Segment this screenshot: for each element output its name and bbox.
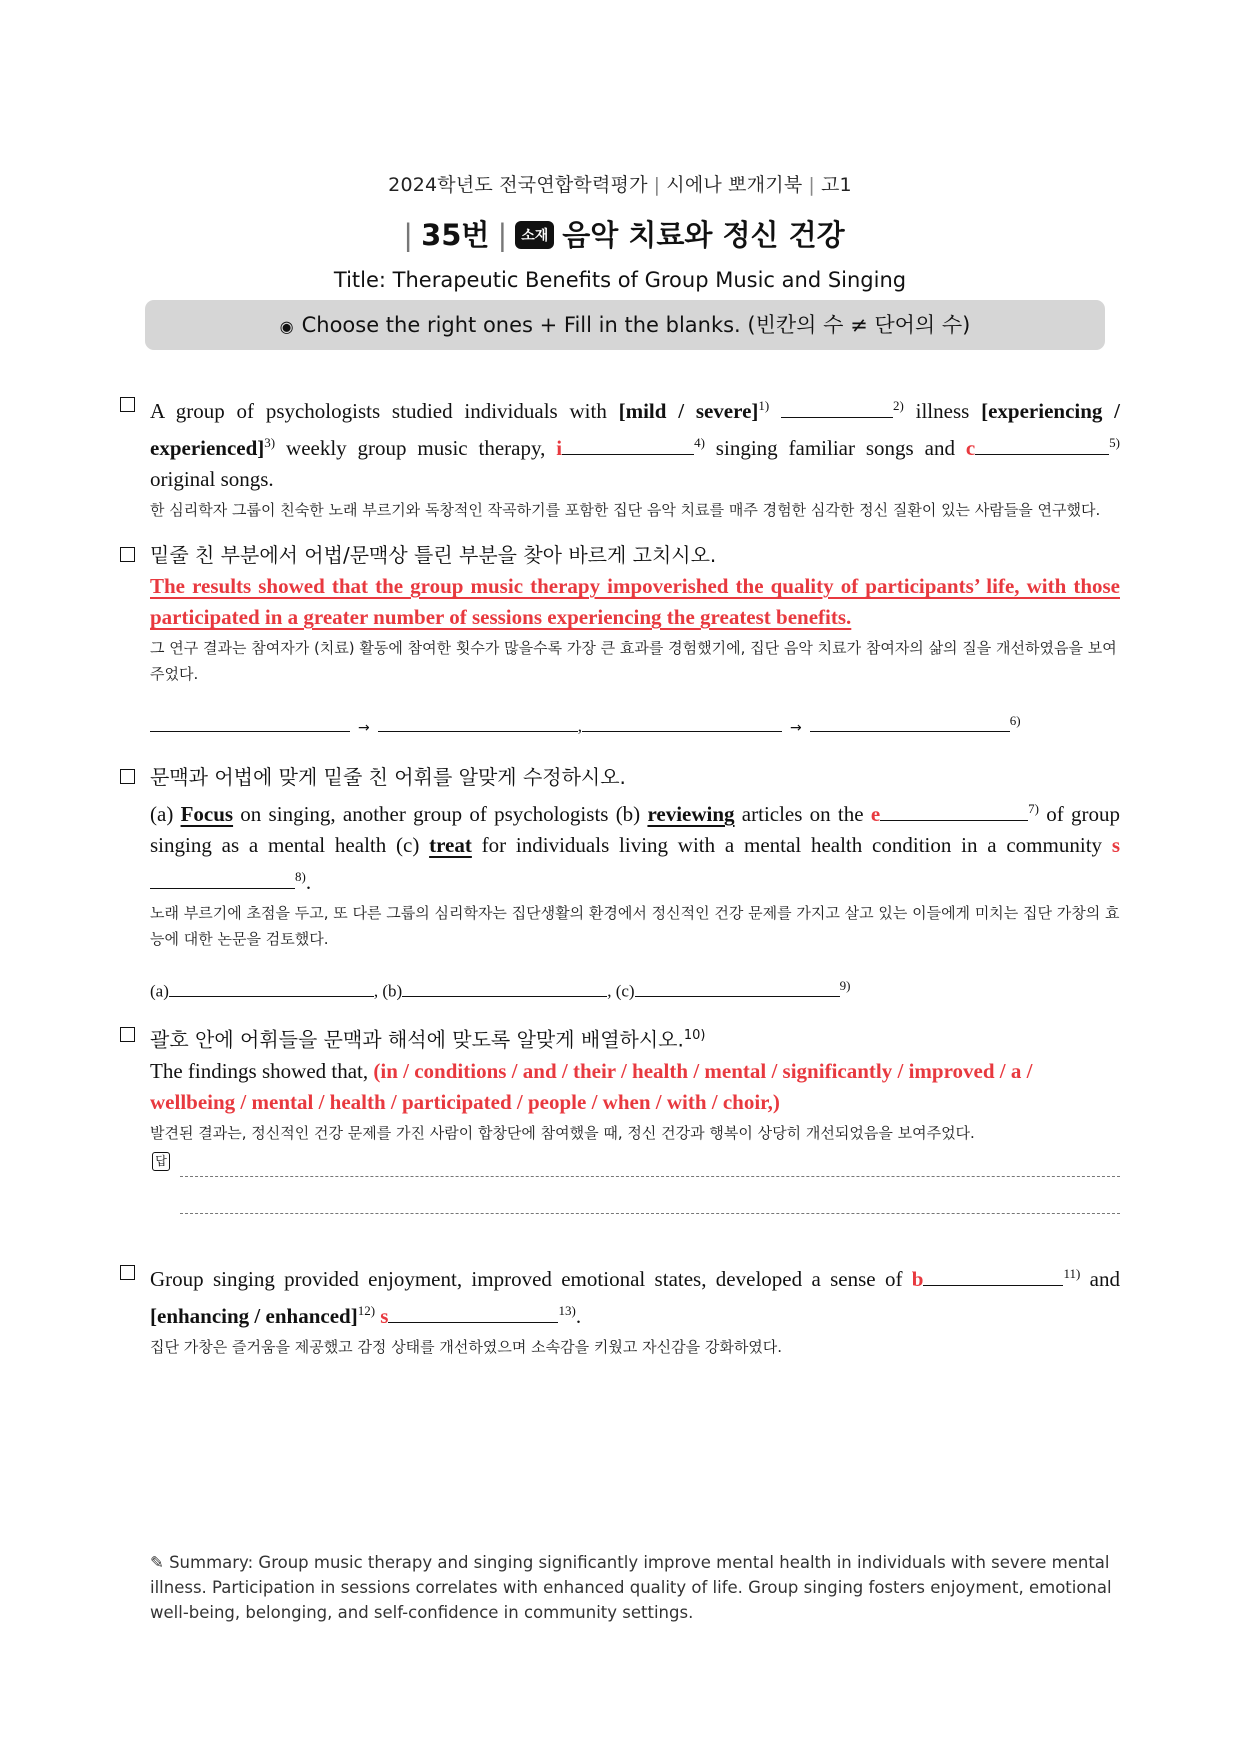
question-3 (120, 762, 1120, 1004)
checkbox-icon (120, 1265, 135, 1280)
q4-passage: The findings showed that, (in / conditions / and / their / health / mental / significantly / improved / a / wellbeing / mental / health / participated / people / when / with / choir,) (150, 1058, 1033, 1114)
q4-answer-area (120, 1152, 1120, 1232)
q2-answer-row: → , → $^{6)}$ (150, 709, 1120, 740)
question-number: 35번 (421, 218, 490, 252)
blank-5[interactable] (975, 434, 1109, 455)
q4-translation: 발견된 결과는, 정신적인 건강 문제를 가진 사람이 합창단에 참여했을 때, 정신 건강과 행복이 상당히 개선되었음을 보여주었다. (150, 1123, 975, 1142)
blank-13[interactable] (388, 1302, 558, 1323)
blank-2[interactable] (781, 397, 893, 418)
q4-prompt: 괄호 안에 어휘들을 문맥과 해석에 맞도록 알맞게 배열하시오.$^{10)}$ (150, 1027, 706, 1052)
english-title: Title: Therapeutic Benefits of Group Music and Singing (333, 268, 907, 292)
instruction-text: Choose the right ones + Fill in the blanks. (빈칸의 수 ≠ 단어의 수) (301, 313, 971, 337)
choice-12[interactable]: [enhancing / enhanced] (150, 1304, 358, 1328)
question-5 (120, 1258, 1120, 1360)
question-2 (120, 540, 1120, 740)
answer-line-2[interactable] (180, 1212, 1120, 1214)
q2-translation: 그 연구 결과는 참여자가 (치료) 활동에 참여한 횟수가 많을수록 가장 큰 효과를 경험했기에, 집단 음악 치료가 참여자의 삶의 질을 개선하였음을 보여주었다. (150, 639, 1117, 683)
correction-2[interactable] (810, 711, 1010, 732)
wrong-word-2[interactable] (582, 711, 782, 732)
answer-label: 답 (152, 1152, 170, 1171)
word-bank: (in / conditions / and / their / health / mental / significantly / improved / a / wellbeing / mental / health / participated / people / when / with / choir,) (150, 1058, 1033, 1114)
q3-passage: (a) Focus on singing, another group of psychologists (b) reviewing articles on the e $^{7)}$ of group singing as a mental health (c) treat for individuals living with a mental health condition in a community $s^{8)}$. (150, 801, 1121, 894)
answer-a[interactable] (169, 976, 374, 997)
blank-7[interactable] (880, 800, 1028, 821)
page-title: | 35번 | 소재 음악 치료와 정신 건강 (403, 218, 845, 252)
q3-translation: 노래 부르기에 초점을 두고, 또 다른 그룹의 심리학자는 집단생활의 환경에서 정신적인 건강 문제를 가지고 살고 있는 이들에게 미치는 집단 가창의 효능에 대한 논문을 검토했다. (150, 904, 1120, 948)
topic-badge: 소재 (515, 221, 554, 249)
checkbox-icon (120, 397, 135, 412)
choice-1[interactable]: [mild / severe] (618, 399, 759, 423)
pencil-icon: ✎ (150, 1553, 164, 1572)
question-1 (120, 390, 1120, 523)
korean-title: 음악 치료와 정신 건강 (562, 218, 845, 252)
blank-8[interactable] (150, 868, 295, 889)
wrong-word-1[interactable] (150, 711, 350, 732)
checkbox-icon (120, 769, 135, 784)
answer-c[interactable] (635, 976, 840, 997)
q1-passage: A group of psychologists studied individuals with [mild / severe]$^{1)}$ $^{2)}$ illness [experiencing / experienced]$^{3)}$ weekly group music therapy, i $^{4)}$ singing familiar songs and c $^{5)}$ original songs. (150, 398, 1121, 491)
page-header (0, 170, 1240, 292)
checkbox-icon (120, 1027, 135, 1042)
answer-line-1[interactable] (180, 1175, 1120, 1177)
blank-11[interactable] (923, 1265, 1063, 1286)
q1-translation: 한 심리학자 그룹이 친숙한 노래 부르기와 독창적인 작곡하기를 포함한 집단 음악 치료를 매주 경험한 심각한 정신 질환이 있는 사람들을 연구했다. (150, 501, 1101, 519)
checkbox-icon (120, 547, 135, 562)
question-4 (120, 1020, 1120, 1168)
q3-prompt: 문맥과 어법에 맞게 밑줄 친 어휘를 알맞게 수정하시오. (150, 765, 626, 789)
q2-sentence: The results showed that the group music therapy impoverished the quality of participants’ life, with those participated in a greater number of sessions experiencing the greatest benefits. (150, 574, 1120, 629)
blank-4[interactable] (562, 434, 694, 455)
exam-subtitle: 2024학년도 전국연합학력평가 | 시에나 뽀개기북 | 고1 (388, 174, 852, 196)
q3-answer-row: (a) , (b) , (c) $^{9)}$ (150, 974, 1120, 1004)
answer-b[interactable] (402, 976, 607, 997)
summary (150, 1550, 1120, 1625)
target-bullet-icon: ◉ (279, 317, 294, 336)
correction-1[interactable] (378, 711, 578, 732)
summary-text: Summary: Group music therapy and singing significantly improve mental health in individuals with severe mental illness. Participation in sessions correlates with enhanced quality of life. Group singing fosters enjoyment, emotional well-being, belonging, and self-confidence in community settings. (150, 1553, 1112, 1622)
choice-3[interactable]: [experiencing / experienced] (150, 399, 1121, 460)
q5-passage: Group singing provided enjoyment, improved emotional states, developed a sense of b $^{11)}$ and [enhancing / enhanced]$^{12)}$ s $^{13)}$. (150, 1266, 1120, 1328)
q5-translation: 집단 가창은 즐거움을 제공했고 감정 상태를 개선하였으며 소속감을 키웠고 자신감을 강화하였다. (150, 1338, 783, 1356)
q2-prompt: 밑줄 친 부분에서 어법/문맥상 틀린 부분을 찾아 바르게 고치시오. (150, 543, 717, 567)
instruction-bar (145, 300, 1105, 350)
